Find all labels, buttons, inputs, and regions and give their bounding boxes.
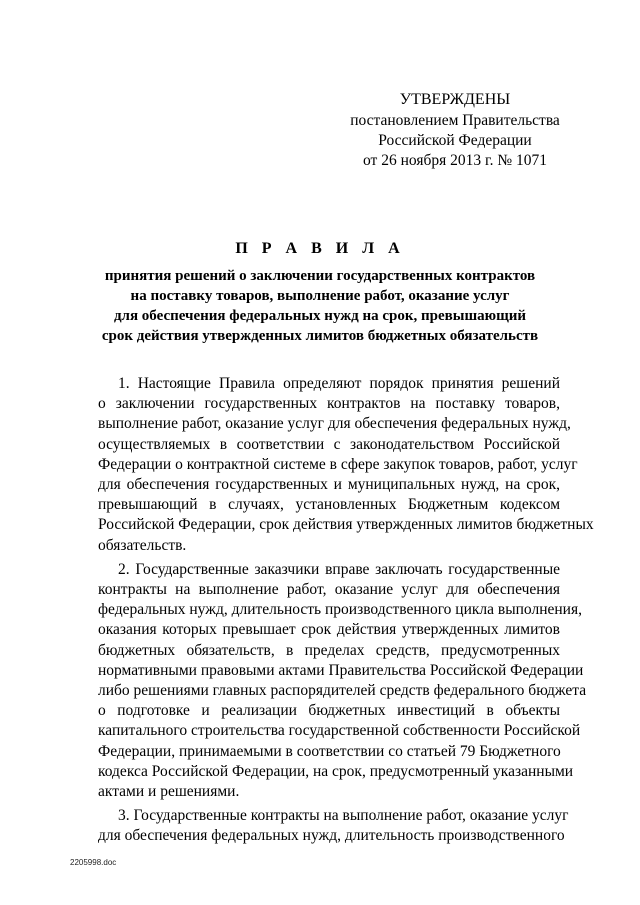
approval-line: постановлением Правительства <box>350 112 560 129</box>
text-line: Российской Федерации, срок действия утвержденных лимитов бюджетных <box>98 516 594 534</box>
text-line: кодекса Российской Федерации, на срок, предусмотренный указанными <box>98 762 574 780</box>
approval-line: Российской Федерации <box>378 132 532 149</box>
text-line: Федерации, принимаемыми в соответствии со статьей 79 Бюджетного <box>98 742 561 760</box>
approval-date-line: от 26 ноября 2013 г. № 1071 <box>363 152 547 169</box>
text-line: обязательств. <box>98 536 187 554</box>
document-subtitle <box>70 266 570 346</box>
text-line: для обеспечения федеральных нужд, длительность производственного <box>98 827 565 845</box>
paragraph-2 <box>98 560 587 802</box>
subtitle-line: срок действия утвержденных лимитов бюджетных обязательств <box>101 328 539 344</box>
text-line: федеральных нужд, длительность производственного цикла выполнения, <box>98 601 582 619</box>
paragraph-1 <box>98 374 594 556</box>
text-line: контракты на выполнение работ, оказание услуг для обеспечения <box>98 581 560 599</box>
text-line: 3. Государственные контракты на выполнение работ, оказание услуг <box>118 807 569 825</box>
document-body <box>98 374 594 851</box>
document-title: П Р А В И Л А <box>235 240 405 257</box>
file-name-footer: 2205998.doc <box>70 858 117 867</box>
subtitle-line: на поставку товаров, выполнение работ, оказание услуг <box>130 288 510 304</box>
text-line: актами и решениями. <box>98 783 240 801</box>
subtitle-line: для обеспечения федеральных нужд на срок, превышающий <box>113 308 527 324</box>
text-line: оказания которых превышает срок действия утвержденных лимитов <box>98 621 560 639</box>
text-line: нормативными правовыми актами Правительства Российской Федерации <box>98 661 584 679</box>
text-line: Федерации о контрактной системе в сфере закупок товаров, работ, услуг <box>98 455 578 473</box>
subtitle-line: принятия решений о заключении государственных контрактов <box>104 268 536 284</box>
text-line: осуществляемых в соответствии с законодательством Российской <box>98 435 560 453</box>
text-line: 1. Настоящие Правила определяют порядок принятия решений <box>118 375 560 392</box>
approval-block <box>340 90 570 171</box>
paragraph-3 <box>98 806 569 846</box>
text-line: о подготовке и реализации бюджетных инвестиций в объекты <box>98 702 560 720</box>
text-line: либо решениями главных распорядителей средств федерального бюджета <box>98 682 587 700</box>
text-line: капитального строительства государственной собственности Российской <box>98 722 581 740</box>
approval-heading: УТВЕРЖДЕНЫ <box>399 91 511 108</box>
text-line: выполнение работ, оказание услуг для обеспечения федеральных нужд, <box>98 415 571 433</box>
text-line: бюджетных обязательств, в пределах средств, предусмотренных <box>98 641 560 659</box>
text-line: для обеспечения государственных и муниципальных нужд, на срок, <box>98 476 560 494</box>
text-line: 2. Государственные заказчики вправе заключать государственные <box>118 560 560 578</box>
text-line: о заключении государственных контрактов на поставку товаров, <box>98 395 560 413</box>
text-line: превышающий в случаях, установленных Бюджетным кодексом <box>98 496 560 514</box>
